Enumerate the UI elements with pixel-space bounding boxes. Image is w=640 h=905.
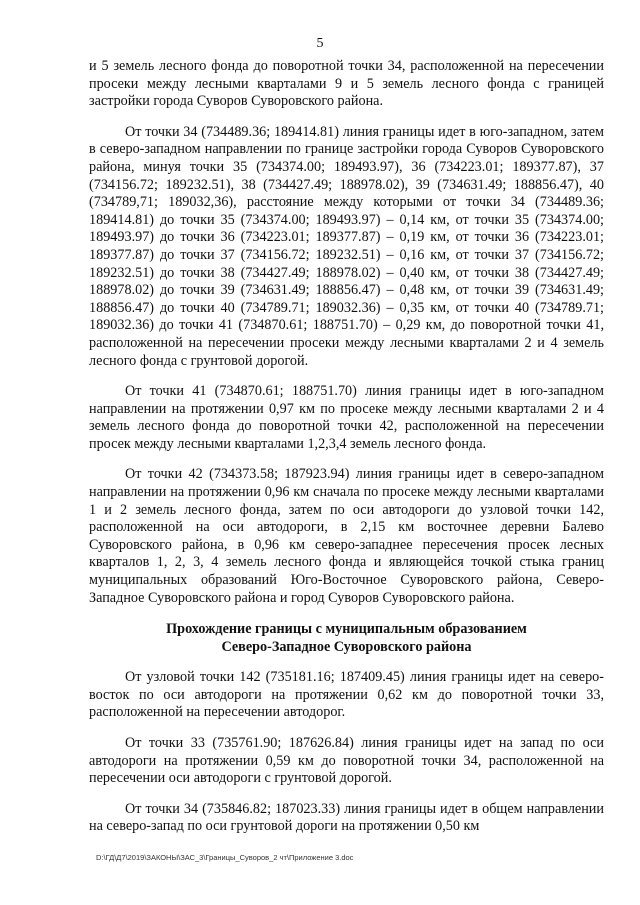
paragraph-point-34: От точки 34 (734489.36; 189414.81) линия границы идет в юго-западном, затем в северо-западном направлении по границе застройки города Суворов Суворовского района, минуя точки 35 (734374.00; 189493.97), 36 (734223.01; 189377.87), 37 (734156.72; 189232.51), 38 (734427.49; 188978.02), 39 (734631.49; 188856.47), 40 (734789,71; 189032,36), расстояние между которыми от точки 34 (734489.36; 189414.81) до точки 35 (734374.00; 189493.97) – 0,14 км, от точки 35 (734374.00; 189493.97) до точки 36 (734223.01; 189377.87) – 0,19 км, от точки 36 (734223.01; 189377.87) до точки 37 (734156.72; 189232.51) – 0,16 км, от точки 37 (734156.72; 189232.51) до точки 38 (734427.49; 188978.02) – 0,40 км, от точки 38 (734427.49; 188978.02) до точки 39 (734631.49; 188856.47) – 0,48 км, от точки 39 (734631.49; 188856.47) до точки 40 (734789.71; 189032.36) – 0,35 км, от точки 40 (734789.71; 189032.36) до точки 41 (734870.61; 188751.70) – 0,29 км, до поворотной точки 41, расположенной на пересечении просеки между лесными кварталами 2 и 4 земель лесного фонда с грунтовой дорогой. bbox=[89, 123, 604, 369]
paragraph-point-142: От узловой точки 142 (735181.16; 187409.45) линия границы идет на северо-восток по оси автодороги на протяжении 0,62 км до поворотной точки 33, расположенной на пересечении автодорог. bbox=[89, 669, 604, 721]
footer-file-path: D:\ГД\Д7\2019\ЗАКОНЫ\ЗАС_3\Границы_Суворов_2 чт\Приложение 3.doc bbox=[96, 853, 354, 862]
document-body bbox=[89, 58, 604, 849]
paragraph-point-42: От точки 42 (734373.58; 187923.94) линия границы идет в северо-западном направлении на протяжении 0,96 км сначала по просеке между лесными кварталами 1 и 2 земель лесного фонда, затем по оси автодороги до узловой точки 142, расположенной на оси автодороги, в 2,15 км восточнее деревни Балево Суворовского района, в 0,96 км северо-западнее пересечения просек лесных кварталов 1, 2, 3, 4 земель лесного фонда и являющейся точкой стыка границ муниципальных образований Юго-Восточное Суворовского района, Северо-Западное Суворовского района и город Суворов Суворовского района. bbox=[89, 466, 604, 606]
page-number: 5 bbox=[316, 36, 324, 51]
paragraph-continuation: и 5 земель лесного фонда до поворотной точки 34, расположенной на пересечении просеки между лесными кварталами 9 и 5 земель лесного фонда с границей застройки города Суворов Суворовского района. bbox=[89, 58, 604, 110]
paragraph-point-41: От точки 41 (734870.61; 188751.70) линия границы идет в юго-западном направлении на протяжении 0,97 км по просеке между лесными кварталами 2 и 4 земель лесного фонда до поворотной точки 42, расположенной на пересечении просек между лесными кварталами 1,2,3,4 земель лесного фонда. bbox=[89, 383, 604, 452]
section-heading bbox=[89, 620, 604, 656]
paragraph-point-34-second: От точки 34 (735846.82; 187023.33) линия границы идет в общем направлении на северо-запад по оси грунтовой дороги на протяжении 0,50 км bbox=[89, 800, 604, 835]
paragraph-point-33: От точки 33 (735761.90; 187626.84) линия границы идет на запад по оси автодороги на протяжении 0,59 км до поворотной точки 34, расположенной на пересечении оси автодороги с грунтовой дорогой. bbox=[89, 735, 604, 787]
section-heading-line-1: Прохождение границы с муниципальным образованием bbox=[166, 621, 527, 638]
section-heading-line-2: Северо-Западное Суворовского района bbox=[221, 639, 472, 656]
